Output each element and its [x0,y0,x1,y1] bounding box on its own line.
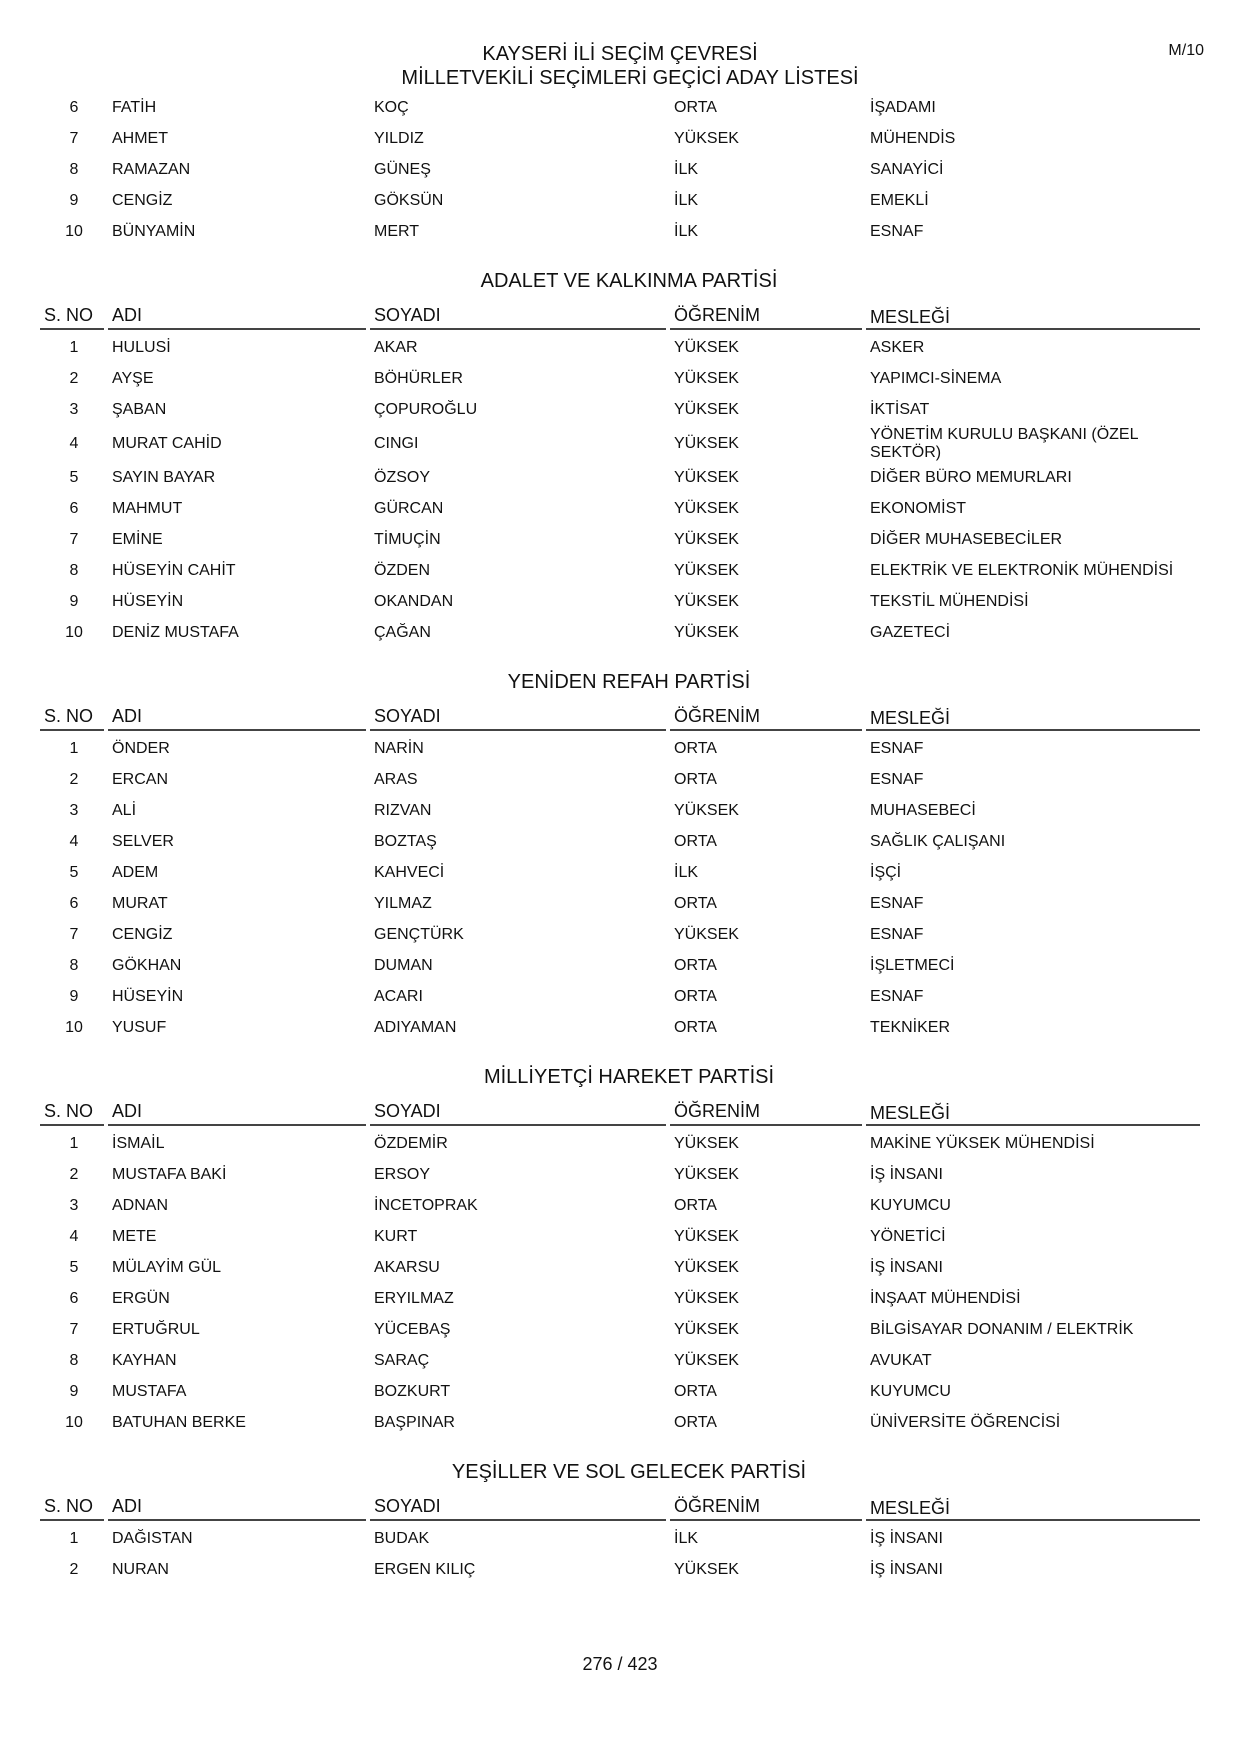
cell-adi: MURAT CAHİD [112,434,222,452]
cell-meslegi: ESNAF [870,739,924,757]
cell-adi: MAHMUT [112,499,183,517]
cell-meslegi: İŞ İNSANI [870,1258,943,1276]
cell-no: 2 [69,1165,79,1183]
cell-meslegi: TEKSTİL MÜHENDİSİ [870,592,1029,610]
page-footer [0,1654,1240,1675]
cell-no: 7 [69,530,79,548]
cell-ogrenim: ORTA [674,739,717,757]
cell-adi: HÜSEYİN [112,987,184,1005]
cell-adi: AHMET [112,129,168,147]
table-row [40,123,1200,154]
cell-ogrenim: İLK [674,1529,699,1547]
cell-ogrenim: YÜKSEK [674,400,739,418]
cell-soyadi: YILDIZ [374,129,424,147]
cell-ogrenim: ORTA [674,770,717,788]
table-row [40,394,1200,425]
cell-adi: SELVER [112,832,174,850]
table-row [40,857,1200,888]
column-header-adi: ADI [108,305,366,330]
cell-no: 8 [69,561,79,579]
cell-soyadi: BÖHÜRLER [374,369,463,387]
cell-ogrenim: YÜKSEK [674,1258,739,1276]
table-row [40,795,1200,826]
cell-ogrenim: YÜKSEK [674,369,739,387]
column-header-soyadi: SOYADI [370,1101,666,1126]
cell-no: 9 [69,592,79,610]
table-row [40,950,1200,981]
table-row [40,493,1200,524]
table-row [40,462,1200,493]
cell-ogrenim: İLK [674,160,699,178]
cell-adi: ÖNDER [112,739,170,757]
cell-soyadi: ARAS [374,770,418,788]
cell-meslegi: İKTİSAT [870,400,930,418]
cell-meslegi: ASKER [870,338,925,356]
table-row [40,733,1200,764]
column-header-meslegi: MESLEĞİ [866,1104,1200,1126]
column-header-adi: ADI [108,1101,366,1126]
cell-adi: HULUSİ [112,338,171,356]
cell-adi: MÜLAYİM GÜL [112,1258,222,1276]
party-title: ADALET VE KALKINMA PARTİSİ [480,270,778,292]
cell-ogrenim: ORTA [674,1413,717,1431]
cell-no: 9 [69,987,79,1005]
column-header-ogrenim: ÖĞRENİM [670,706,862,731]
cell-ogrenim: YÜKSEK [674,801,739,819]
cell-no: 6 [69,499,79,517]
cell-no: 6 [69,1289,79,1307]
column-header-no: S. NO [40,1101,104,1126]
cell-ogrenim: ORTA [674,987,717,1005]
cell-adi: ERTUĞRUL [112,1320,200,1338]
party-section [40,1456,1200,1585]
table-header [40,1093,1200,1126]
table-row [40,524,1200,555]
cell-meslegi: İŞ İNSANI [870,1560,943,1578]
cell-meslegi: KUYUMCU [870,1382,951,1400]
cell-ogrenim: İLK [674,863,699,881]
cell-meslegi: DİĞER MUHASEBECİLER [870,530,1063,548]
cell-soyadi: BAŞPINAR [374,1413,455,1431]
cell-soyadi: ACARI [374,987,423,1005]
cell-soyadi: ÖZSOY [374,468,431,486]
cell-meslegi: MAKİNE YÜKSEK MÜHENDİSİ [870,1134,1095,1152]
cell-meslegi: ESNAF [870,987,924,1005]
cell-soyadi: ÇOPUROĞLU [374,400,478,418]
cell-soyadi: NARİN [374,739,424,757]
cell-adi: YUSUF [112,1018,167,1036]
cell-adi: DENİZ MUSTAFA [112,623,239,641]
cell-no: 6 [69,98,79,116]
cell-no: 8 [69,956,79,974]
cell-ogrenim: YÜKSEK [674,592,739,610]
party-section [40,666,1200,1043]
cell-meslegi: YAPIMCI-SİNEMA [870,369,1002,387]
cell-meslegi: EKONOMİST [870,499,967,517]
cell-ogrenim: YÜKSEK [674,338,739,356]
cell-adi: BATUHAN BERKE [112,1413,246,1431]
cell-no: 5 [69,1258,79,1276]
cell-meslegi: ELEKTRİK VE ELEKTRONİK MÜHENDİSİ [870,561,1174,579]
column-header-adi: ADI [108,1496,366,1521]
cell-soyadi: BOZKURT [374,1382,451,1400]
cell-meslegi: MUHASEBECİ [870,801,976,819]
cell-soyadi: ÖZDEN [374,561,430,579]
table-row [40,1407,1200,1438]
column-header-ogrenim: ÖĞRENİM [670,1101,862,1126]
table-row [40,425,1200,462]
cell-adi: HÜSEYİN CAHİT [112,561,236,579]
column-header-ogrenim: ÖĞRENİM [670,305,862,330]
cell-meslegi: KUYUMCU [870,1196,951,1214]
cell-meslegi: İŞ İNSANI [870,1165,943,1183]
cell-ogrenim: YÜKSEK [674,1289,739,1307]
candidate-list [40,92,1200,1585]
cell-adi: AYŞE [112,369,154,387]
column-header-adi: ADI [108,706,366,731]
cell-soyadi: OKANDAN [374,592,454,610]
cell-soyadi: ÇAĞAN [374,623,431,641]
cell-soyadi: ADIYAMAN [374,1018,457,1036]
cell-adi: DAĞISTAN [112,1529,193,1547]
cell-adi: METE [112,1227,157,1245]
column-header-no: S. NO [40,305,104,330]
cell-adi: CENGİZ [112,191,173,209]
cell-adi: ADNAN [112,1196,169,1214]
cell-soyadi: ERSOY [374,1165,431,1183]
cell-no: 5 [69,863,79,881]
cell-no: 9 [69,1382,79,1400]
page-code: M/10 [1168,42,1204,59]
cell-soyadi: CINGI [374,434,419,452]
cell-meslegi: AVUKAT [870,1351,932,1369]
cell-meslegi: MÜHENDİS [870,129,956,147]
cell-adi: BÜNYAMİN [112,222,196,240]
cell-ogrenim: ORTA [674,894,717,912]
cell-ogrenim: İLK [674,222,699,240]
table-row [40,617,1200,648]
cell-meslegi: İNŞAAT MÜHENDİSİ [870,1289,1021,1307]
cell-meslegi: BİLGİSAYAR DONANIM / ELEKTRİK [870,1320,1134,1338]
table-row [40,332,1200,363]
table-row [40,586,1200,617]
cell-soyadi: GENÇTÜRK [374,925,464,943]
column-header-no: S. NO [40,706,104,731]
cell-soyadi: KOÇ [374,98,409,116]
cell-soyadi: YÜCEBAŞ [374,1320,451,1338]
table-row [40,1314,1200,1345]
cell-ogrenim: YÜKSEK [674,925,739,943]
cell-soyadi: GÜNEŞ [374,160,431,178]
cell-no: 4 [69,1227,79,1245]
cell-adi: HÜSEYİN [112,592,184,610]
cell-no: 8 [69,1351,79,1369]
cell-no: 2 [69,770,79,788]
cell-no: 9 [69,191,79,209]
cell-ogrenim: YÜKSEK [674,1560,739,1578]
page-number: 276 [582,1654,613,1674]
cell-soyadi: AKAR [374,338,418,356]
cell-meslegi: İŞLETMECİ [870,956,955,974]
cell-meslegi: YÖNETİCİ [870,1227,946,1245]
column-header-soyadi: SOYADI [370,305,666,330]
cell-ogrenim: YÜKSEK [674,1227,739,1245]
cell-adi: MUSTAFA [112,1382,187,1400]
table-row [40,363,1200,394]
cell-adi: ADEM [112,863,159,881]
cell-soyadi: RIZVAN [374,801,432,819]
column-header-ogrenim: ÖĞRENİM [670,1496,862,1521]
cell-meslegi: DİĞER BÜRO MEMURLARI [870,468,1072,486]
cell-soyadi: AKARSU [374,1258,440,1276]
cell-meslegi: ÜNİVERSİTE ÖĞRENCİSİ [870,1413,1061,1431]
cell-soyadi: KURT [374,1227,418,1245]
document-header [0,42,1240,90]
table-row [40,555,1200,586]
cell-meslegi: İŞ İNSANI [870,1529,943,1547]
table-header [40,1488,1200,1521]
cell-no: 10 [65,1018,83,1036]
cell-meslegi: ESNAF [870,770,924,788]
cell-meslegi: GAZETECİ [870,623,951,641]
cell-ogrenim: YÜKSEK [674,1134,739,1152]
cell-no: 10 [65,623,83,641]
cell-adi: KAYHAN [112,1351,177,1369]
cell-soyadi: MERT [374,222,420,240]
party-section [40,1061,1200,1438]
table-row [40,1283,1200,1314]
cell-adi: GÖKHAN [112,956,182,974]
cell-ogrenim: YÜKSEK [674,530,739,548]
cell-ogrenim: ORTA [674,832,717,850]
cell-no: 3 [69,400,79,418]
cell-ogrenim: İLK [674,191,699,209]
cell-soyadi: BUDAK [374,1529,430,1547]
table-row [40,1376,1200,1407]
title-line-2: MİLLETVEKİLİ SEÇİMLERİ GEÇİCİ ADAY LİSTESİ [401,67,859,89]
cell-meslegi: ESNAF [870,222,924,240]
cell-ogrenim: YÜKSEK [674,623,739,641]
table-row [40,1159,1200,1190]
cell-soyadi: TİMUÇİN [374,530,441,548]
cell-adi: CENGİZ [112,925,173,943]
cell-no: 4 [69,434,79,452]
cell-no: 4 [69,832,79,850]
cell-no: 1 [69,1529,79,1547]
table-row [40,1252,1200,1283]
table-row [40,1012,1200,1043]
cell-no: 10 [65,1413,83,1431]
cell-no: 7 [69,1320,79,1338]
cell-soyadi: GÜRCAN [374,499,444,517]
cell-meslegi: İŞÇİ [870,863,902,881]
cell-ogrenim: YÜKSEK [674,129,739,147]
table-row [40,185,1200,216]
continued-table [40,92,1200,247]
table-row [40,1345,1200,1376]
cell-ogrenim: ORTA [674,1196,717,1214]
column-header-soyadi: SOYADI [370,706,666,731]
table-row [40,1221,1200,1252]
cell-adi: MURAT [112,894,168,912]
table-row [40,92,1200,123]
cell-meslegi: EMEKLİ [870,191,929,209]
cell-ogrenim: YÜKSEK [674,499,739,517]
cell-soyadi: SARAÇ [374,1351,430,1369]
column-header-soyadi: SOYADI [370,1496,666,1521]
cell-no: 1 [69,739,79,757]
table-row [40,1128,1200,1159]
cell-adi: İSMAİL [112,1134,165,1152]
cell-adi: MUSTAFA BAKİ [112,1165,227,1183]
cell-ogrenim: YÜKSEK [674,1351,739,1369]
cell-soyadi: KAHVECİ [374,863,445,881]
cell-meslegi: YÖNETİM KURULU BAŞKANI (ÖZEL SEKTÖR) [870,425,1138,461]
cell-soyadi: GÖKSÜN [374,191,444,209]
cell-ogrenim: ORTA [674,1018,717,1036]
column-header-no: S. NO [40,1496,104,1521]
cell-no: 6 [69,894,79,912]
cell-ogrenim: YÜKSEK [674,561,739,579]
table-row [40,919,1200,950]
cell-no: 5 [69,468,79,486]
cell-soyadi: YILMAZ [374,894,432,912]
table-row [40,1523,1200,1554]
table-row [40,154,1200,185]
cell-soyadi: DUMAN [374,956,433,974]
cell-no: 3 [69,1196,79,1214]
cell-meslegi: ESNAF [870,894,924,912]
table-row [40,216,1200,247]
cell-soyadi: İNCETOPRAK [374,1196,478,1214]
cell-ogrenim: ORTA [674,1382,717,1400]
party-title: MİLLİYETÇİ HAREKET PARTİSİ [483,1066,775,1088]
cell-no: 10 [65,222,83,240]
cell-meslegi: İŞADAMI [870,98,936,116]
cell-soyadi: ÖZDEMİR [374,1134,448,1152]
cell-no: 2 [69,369,79,387]
cell-adi: EMİNE [112,530,163,548]
cell-adi: RAMAZAN [112,160,191,178]
party-title: YEŞİLLER VE SOL GELECEK PARTİSİ [451,1461,807,1483]
cell-adi: ALİ [112,801,137,819]
table-header [40,698,1200,731]
title-line-1: KAYSERİ İLİ SEÇİM ÇEVRESİ [482,43,758,65]
cell-no: 8 [69,160,79,178]
page-total: / 423 [617,1654,658,1674]
cell-adi: ERGÜN [112,1289,170,1307]
cell-adi: ŞABAN [112,400,167,418]
cell-no: 1 [69,1134,79,1152]
table-row [40,981,1200,1012]
cell-soyadi: BOZTAŞ [374,832,437,850]
cell-meslegi: TEKNİKER [870,1018,951,1036]
table-row [40,1554,1200,1585]
cell-meslegi: SANAYİCİ [870,160,944,178]
table-header [40,297,1200,330]
cell-no: 1 [69,338,79,356]
party-title: YENİDEN REFAH PARTİSİ [507,671,751,693]
cell-ogrenim: YÜKSEK [674,1320,739,1338]
cell-ogrenim: ORTA [674,956,717,974]
table-row [40,826,1200,857]
cell-adi: SAYIN BAYAR [112,468,216,486]
cell-adi: ERCAN [112,770,169,788]
table-row [40,888,1200,919]
cell-ogrenim: YÜKSEK [674,468,739,486]
cell-ogrenim: YÜKSEK [674,1165,739,1183]
cell-no: 3 [69,801,79,819]
cell-soyadi: ERYILMAZ [374,1289,454,1307]
column-header-meslegi: MESLEĞİ [866,709,1200,731]
column-header-meslegi: MESLEĞİ [866,308,1200,330]
party-section [40,265,1200,648]
cell-meslegi: SAĞLIK ÇALIŞANI [870,832,1006,850]
column-header-meslegi: MESLEĞİ [866,1499,1200,1521]
cell-ogrenim: YÜKSEK [674,434,739,452]
cell-no: 7 [69,129,79,147]
cell-adi: FATİH [112,98,157,116]
cell-soyadi: ERGEN KILIÇ [374,1560,476,1578]
table-row [40,764,1200,795]
cell-adi: NURAN [112,1560,169,1578]
table-row [40,1190,1200,1221]
cell-no: 7 [69,925,79,943]
cell-ogrenim: ORTA [674,98,717,116]
cell-no: 2 [69,1560,79,1578]
cell-meslegi: ESNAF [870,925,924,943]
